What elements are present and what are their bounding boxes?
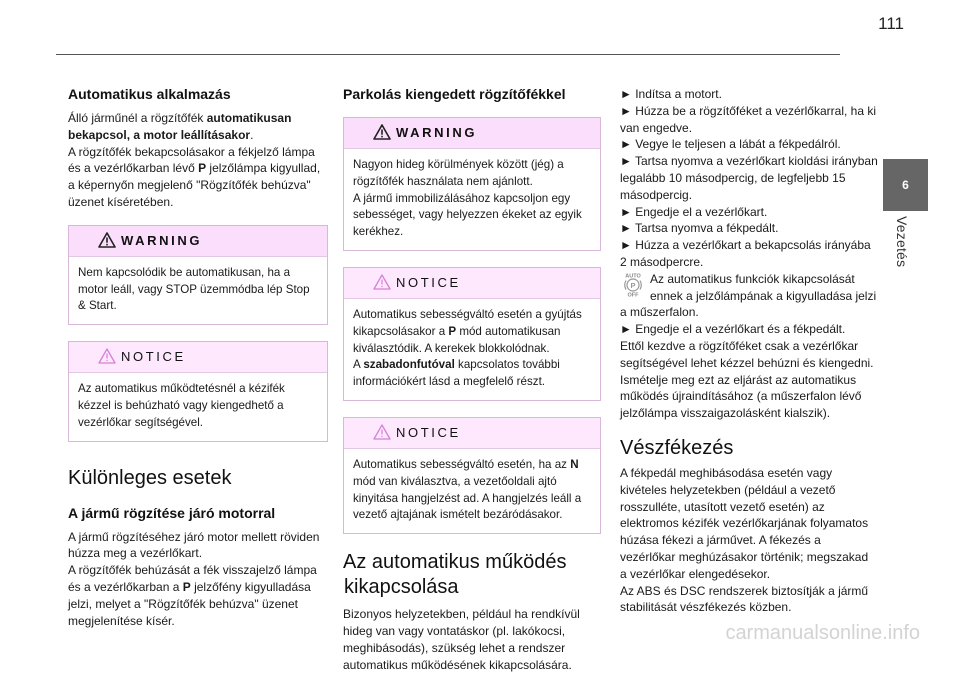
step-item: ► Vegye le teljesen a lábát a fékpedálról. — [620, 137, 841, 152]
notice-text: Az automatikus működtetésnél a kézifék kézzel is behúzható vagy kiengedhető a vezérlőkar segítségével. — [78, 382, 285, 429]
step-item: ► Tartsa nyomva a vezérlőkart kioldási irányban legalább 10 másodpercig, de legfeljebb 15 másodpercig. — [620, 154, 878, 202]
notice-label: NOTICE — [396, 274, 461, 290]
step-item: ► Engedje el a vezérlőkart és a fékpedált. — [620, 322, 846, 337]
notice-label: NOTICE — [396, 424, 461, 440]
paragraph-disable-automatic: Bizonyos helyzetekben, például ha rendkívül hideg van vagy vontatáskor (pl. lakókocsi, meghibásodás), szükség lehet a rendszer automatikus működésének kikapcsolására. — [343, 607, 580, 672]
warning-icon — [373, 124, 391, 140]
svg-text:AUTO: AUTO — [625, 273, 641, 280]
heading-special-cases: Különleges esetek — [68, 466, 232, 489]
header-rule — [56, 54, 840, 55]
notice-icon — [98, 348, 116, 364]
step-item: ► Húzza a vezérlőkart a bekapcsolás irányába 2 másodpercre. — [620, 238, 871, 269]
warning-box-2 — [343, 117, 601, 251]
auto-off-note: AUTO P OFF Az automatikus funkciók kikapcsolását ennek a jelzőlámpának a kigyulladása jelzi a műszerfalon. — [620, 271, 877, 320]
notice-box — [68, 341, 328, 441]
chapter-title-text: Vezetés — [894, 216, 910, 268]
notice-text-3: Automatikus sebességváltó esetén, ha az N mód van kiválasztva, a vezetőoldali ajtó kinyitása hangjelzést ad. A hangjelzés leáll a vezető ajtajának ismételt bezáródásakor. — [353, 457, 582, 522]
notice-icon — [373, 424, 391, 440]
notice-icon — [373, 274, 391, 290]
step-item: ► Indítsa a motort. — [620, 87, 722, 101]
warning-box — [68, 225, 328, 325]
svg-text:P: P — [630, 280, 636, 290]
warning-label: WARNING — [396, 125, 478, 140]
paragraph-running-engine: A jármű rögzítéséhez járó motor mellett röviden húzza meg a vezérlőkart. A rögzítőfék behúzását a fék visszajelző lámpa és a vezérlőkarban a P jelzőfény kigyulladása jelzi, melyet a "Rögzítőfék behúzva" üzenet megjelenítése kísér. — [68, 529, 320, 628]
page-number: 111 — [878, 14, 904, 33]
notice-label: NOTICE — [121, 349, 186, 365]
step-item: ► Engedje el a vezérlőkart. — [620, 204, 768, 219]
column-2 — [343, 86, 601, 673]
heading-parking: Parkolás kiengedett rögzítőfékkel — [343, 86, 566, 102]
paragraph-emergency-braking: A fékpedál meghibásodása esetén vagy kivételes helyzetekben (például a vezető rosszulléte, utasított vezető esetén) az elektromos kézifék vezérlőkarjának folyamatos húzása fékezi a járművet. A fékezés a vezérlőkar meghúzásakor történik; megszakad a vezérlőkar elengedésekor. Az ABS és DSC rendszerek biztosítják a jármű stabilitását vészfékezés közben. — [620, 465, 869, 615]
auto-off-warning-icon — [620, 271, 646, 297]
chapter-tab[interactable]: 6 — [883, 159, 928, 211]
notice-box-3 — [343, 417, 601, 534]
paragraph-automatic-apply: Álló járműnél a rögzítőfék automatikusan bekapcsol, a motor leállításakor. A rögzítőfék bekapcsolásakor a fékjelző lámpa és a vezérlőkarban lévő P jelzőlámpa kigyullad, a képernyőn megjelenő "Rögzítőfék behúzva" üzenet kíséretében. — [68, 111, 321, 209]
notice-box-2 — [343, 267, 601, 401]
warning-icon — [98, 232, 116, 248]
watermark: carmanualsonline.info — [725, 622, 920, 644]
notice-text-2: Automatikus sebességváltó esetén a gyújtás kikapcsolásakor a P mód automatikusan kiválasztódik. A kerekek blokkolódnak. A szabadonfutóval kapcsolatos további információkért lásd a megfelelő részt. — [353, 307, 582, 389]
heading-disable-automatic: Az automatikus működés kikapcsolása — [343, 551, 567, 599]
heading-emergency-braking: Vészfékezés — [620, 436, 734, 459]
step-item: ► Tartsa nyomva a fékpedált. — [620, 221, 779, 236]
svg-text:OFF: OFF — [627, 292, 639, 297]
heading-running-engine: A jármű rögzítése járó motorral — [68, 504, 276, 521]
paragraph-after-steps: Ettől kezdve a rögzítőféket csak a vezérlőkar segítségével lehet kézzel behúzni és kiengedni. Ismételje meg ezt az eljárást az automatikus működés újraindításához (a műszerfalon lévő jelzőlámpa visszaigazolásként kialszik). — [620, 338, 874, 421]
column-3 — [620, 86, 878, 616]
warning-text: Nem kapcsolódik be automatikusan, ha a motor leáll, vagy STOP üzemmódba lép Stop & Start. — [78, 265, 310, 313]
warning-label: WARNING — [121, 232, 203, 248]
step-item: ► Húzza be a rögzítőféket a vezérlőkarral, ha ki van engedve. — [620, 103, 876, 135]
warning-text-2: Nagyon hideg körülmények között (jég) a rögzítőfék használata nem ajánlott. A jármű immobilizálásához kapcsoljon egy sebességet, vagy helyezzen ékeket az egyik kerékhez. — [353, 158, 582, 239]
heading-automatic-apply: Automatikus alkalmazás — [68, 86, 231, 102]
chapter-side-title — [870, 216, 930, 296]
column-1 — [68, 86, 328, 629]
